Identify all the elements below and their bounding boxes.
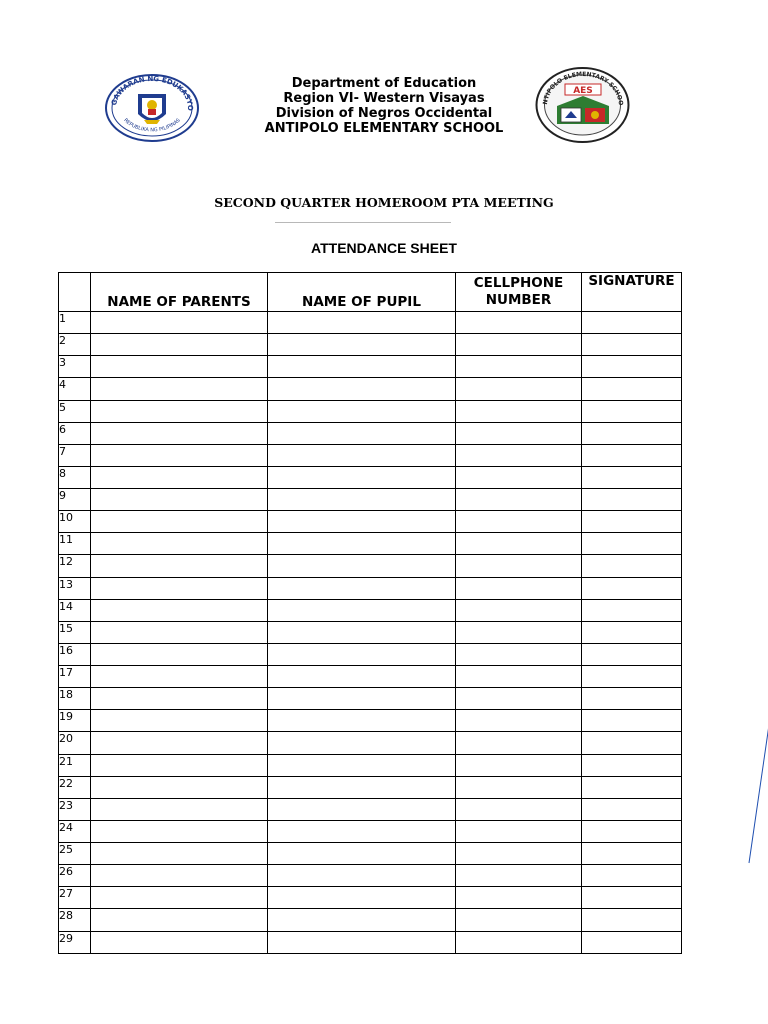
parent-name-cell[interactable] bbox=[91, 820, 268, 842]
cellphone-cell[interactable] bbox=[456, 444, 582, 466]
cellphone-cell[interactable] bbox=[456, 776, 582, 798]
table-row bbox=[59, 754, 682, 776]
parent-name-cell[interactable] bbox=[91, 798, 268, 820]
signature-cell[interactable] bbox=[582, 466, 682, 488]
pupil-name-cell[interactable] bbox=[268, 909, 456, 931]
column-header-signature: SIGNATURE bbox=[582, 273, 682, 312]
row-number: 6 bbox=[59, 422, 91, 444]
parent-name-cell[interactable] bbox=[91, 776, 268, 798]
parent-name-cell[interactable] bbox=[91, 378, 268, 400]
table-header-row bbox=[59, 273, 682, 312]
table-row bbox=[59, 776, 682, 798]
parent-name-cell[interactable] bbox=[91, 356, 268, 378]
parent-name-cell[interactable] bbox=[91, 931, 268, 954]
signature-cell[interactable] bbox=[582, 643, 682, 665]
signature-cell[interactable] bbox=[582, 621, 682, 643]
cellphone-cell[interactable] bbox=[456, 599, 582, 621]
pupil-name-cell[interactable] bbox=[268, 643, 456, 665]
table-row bbox=[59, 887, 682, 909]
signature-cell[interactable] bbox=[582, 710, 682, 732]
column-header-parents: NAME OF PARENTS bbox=[91, 273, 268, 312]
table-row bbox=[59, 820, 682, 842]
table-row bbox=[59, 422, 682, 444]
signature-cell[interactable] bbox=[582, 776, 682, 798]
signature-cell[interactable] bbox=[582, 798, 682, 820]
signature-cell[interactable] bbox=[582, 909, 682, 931]
row-number: 25 bbox=[59, 843, 91, 865]
signature-cell[interactable] bbox=[582, 820, 682, 842]
cellphone-cell[interactable] bbox=[456, 378, 582, 400]
signature-cell[interactable] bbox=[582, 843, 682, 865]
cellphone-cell[interactable] bbox=[456, 356, 582, 378]
pupil-name-cell[interactable] bbox=[268, 533, 456, 555]
cellphone-cell[interactable] bbox=[456, 312, 582, 334]
cellphone-cell[interactable] bbox=[456, 754, 582, 776]
table-row bbox=[59, 710, 682, 732]
cellphone-cell[interactable] bbox=[456, 422, 582, 444]
row-number: 10 bbox=[59, 511, 91, 533]
antipolo-school-logo-icon bbox=[535, 66, 630, 144]
pupil-name-cell[interactable] bbox=[268, 843, 456, 865]
row-number: 15 bbox=[59, 621, 91, 643]
signature-cell[interactable] bbox=[582, 334, 682, 356]
parent-name-cell[interactable] bbox=[91, 444, 268, 466]
cellphone-cell[interactable] bbox=[456, 843, 582, 865]
pupil-name-cell[interactable] bbox=[268, 400, 456, 422]
cellphone-cell[interactable] bbox=[456, 688, 582, 710]
cellphone-cell[interactable] bbox=[456, 621, 582, 643]
sheet-title: ATTENDANCE SHEET bbox=[311, 240, 457, 256]
table-row bbox=[59, 621, 682, 643]
table-row bbox=[59, 400, 682, 422]
cellphone-cell[interactable] bbox=[456, 732, 582, 754]
attendance-table bbox=[58, 272, 682, 954]
pupil-name-cell[interactable] bbox=[268, 356, 456, 378]
cellphone-cell[interactable] bbox=[456, 577, 582, 599]
table-row bbox=[59, 577, 682, 599]
row-number: 5 bbox=[59, 400, 91, 422]
signature-cell[interactable] bbox=[582, 754, 682, 776]
table-row bbox=[59, 489, 682, 511]
cellphone-cell[interactable] bbox=[456, 820, 582, 842]
signature-cell[interactable] bbox=[582, 865, 682, 887]
table-row bbox=[59, 643, 682, 665]
pupil-name-cell[interactable] bbox=[268, 688, 456, 710]
parent-name-cell[interactable] bbox=[91, 732, 268, 754]
parent-name-cell[interactable] bbox=[91, 643, 268, 665]
signature-cell[interactable] bbox=[582, 312, 682, 334]
division-name: Division of Negros Occidental bbox=[275, 106, 493, 121]
pupil-name-cell[interactable] bbox=[268, 378, 456, 400]
row-number: 20 bbox=[59, 732, 91, 754]
signature-cell[interactable] bbox=[582, 378, 682, 400]
column-header-cellphone: CELLPHONE NUMBER bbox=[456, 273, 582, 312]
parent-name-cell[interactable] bbox=[91, 621, 268, 643]
cellphone-cell[interactable] bbox=[456, 489, 582, 511]
table-row bbox=[59, 533, 682, 555]
parent-name-cell[interactable] bbox=[91, 422, 268, 444]
parent-name-cell[interactable] bbox=[91, 599, 268, 621]
cellphone-cell[interactable] bbox=[456, 511, 582, 533]
seal-left-top-text: GAWARAN NG EDUKASYO bbox=[110, 74, 195, 111]
row-number: 22 bbox=[59, 776, 91, 798]
parent-name-cell[interactable] bbox=[91, 466, 268, 488]
pupil-name-cell[interactable] bbox=[268, 577, 456, 599]
pupil-name-cell[interactable] bbox=[268, 422, 456, 444]
row-number: 23 bbox=[59, 798, 91, 820]
pupil-name-cell[interactable] bbox=[268, 599, 456, 621]
seal-left-bottom-text: REPUBLIKA NG PILIPINAS bbox=[122, 117, 182, 134]
pupil-name-cell[interactable] bbox=[268, 312, 456, 334]
parent-name-cell[interactable] bbox=[91, 334, 268, 356]
row-number: 17 bbox=[59, 666, 91, 688]
parent-name-cell[interactable] bbox=[91, 666, 268, 688]
parent-name-cell[interactable] bbox=[91, 710, 268, 732]
table-row bbox=[59, 843, 682, 865]
table-row bbox=[59, 356, 682, 378]
pupil-name-cell[interactable] bbox=[268, 444, 456, 466]
table-row bbox=[59, 688, 682, 710]
signature-cell[interactable] bbox=[582, 555, 682, 577]
parent-name-cell[interactable] bbox=[91, 533, 268, 555]
row-number: 9 bbox=[59, 489, 91, 511]
parent-name-cell[interactable] bbox=[91, 489, 268, 511]
cellphone-cell[interactable] bbox=[456, 798, 582, 820]
row-number: 28 bbox=[59, 909, 91, 931]
parent-name-cell[interactable] bbox=[91, 577, 268, 599]
column-header-number bbox=[59, 273, 91, 312]
parent-name-cell[interactable] bbox=[91, 555, 268, 577]
pupil-name-cell[interactable] bbox=[268, 466, 456, 488]
signature-cell[interactable] bbox=[582, 599, 682, 621]
cellphone-cell[interactable] bbox=[456, 555, 582, 577]
cellphone-cell[interactable] bbox=[456, 710, 582, 732]
pupil-name-cell[interactable] bbox=[268, 666, 456, 688]
pupil-name-cell[interactable] bbox=[268, 798, 456, 820]
table-row bbox=[59, 666, 682, 688]
signature-cell[interactable] bbox=[582, 489, 682, 511]
parent-name-cell[interactable] bbox=[91, 312, 268, 334]
region-name: Region VI- Western Visayas bbox=[283, 91, 485, 106]
seal-right-initials: AES bbox=[573, 86, 593, 96]
parent-name-cell[interactable] bbox=[91, 887, 268, 909]
parent-name-cell[interactable] bbox=[91, 843, 268, 865]
row-number: 1 bbox=[59, 312, 91, 334]
table-row bbox=[59, 865, 682, 887]
row-number: 2 bbox=[59, 334, 91, 356]
letterhead bbox=[250, 76, 518, 136]
row-number: 27 bbox=[59, 887, 91, 909]
seal-right-top-text: NTIPOLO ELEMENTARY SCHOO bbox=[541, 70, 625, 106]
signature-cell[interactable] bbox=[582, 422, 682, 444]
department-name: Department of Education bbox=[291, 76, 477, 91]
cellphone-cell[interactable] bbox=[456, 666, 582, 688]
cellphone-cell[interactable] bbox=[456, 400, 582, 422]
row-number: 24 bbox=[59, 820, 91, 842]
signature-cell[interactable] bbox=[582, 511, 682, 533]
cellphone-cell[interactable] bbox=[456, 909, 582, 931]
pupil-name-cell[interactable] bbox=[268, 732, 456, 754]
pupil-name-cell[interactable] bbox=[268, 820, 456, 842]
pupil-name-cell[interactable] bbox=[268, 887, 456, 909]
pupil-name-cell[interactable] bbox=[268, 931, 456, 954]
table-row bbox=[59, 931, 682, 954]
row-number: 3 bbox=[59, 356, 91, 378]
row-number: 8 bbox=[59, 466, 91, 488]
row-number: 14 bbox=[59, 599, 91, 621]
pupil-name-cell[interactable] bbox=[268, 754, 456, 776]
signature-cell[interactable] bbox=[582, 931, 682, 954]
signature-cell[interactable] bbox=[582, 356, 682, 378]
parent-name-cell[interactable] bbox=[91, 909, 268, 931]
deped-seal-icon bbox=[104, 74, 200, 142]
parent-name-cell[interactable] bbox=[91, 511, 268, 533]
signature-cell[interactable] bbox=[582, 887, 682, 909]
signature-cell[interactable] bbox=[582, 444, 682, 466]
parent-name-cell[interactable] bbox=[91, 688, 268, 710]
row-number: 13 bbox=[59, 577, 91, 599]
table-row bbox=[59, 732, 682, 754]
table-row bbox=[59, 378, 682, 400]
column-header-pupil: NAME OF PUPIL bbox=[268, 273, 456, 312]
cellphone-cell[interactable] bbox=[456, 643, 582, 665]
table-row bbox=[59, 599, 682, 621]
table-row bbox=[59, 511, 682, 533]
signature-cell[interactable] bbox=[582, 666, 682, 688]
meeting-title: SECOND QUARTER HOMEROOM PTA MEETING bbox=[214, 195, 554, 210]
row-number: 11 bbox=[59, 533, 91, 555]
parent-name-cell[interactable] bbox=[91, 865, 268, 887]
table-row bbox=[59, 466, 682, 488]
pupil-name-cell[interactable] bbox=[268, 555, 456, 577]
cellphone-cell[interactable] bbox=[456, 887, 582, 909]
signature-cell[interactable] bbox=[582, 400, 682, 422]
parent-name-cell[interactable] bbox=[91, 400, 268, 422]
title-underline bbox=[275, 222, 451, 223]
school-name: ANTIPOLO ELEMENTARY SCHOOL bbox=[264, 121, 504, 136]
signature-cell[interactable] bbox=[582, 732, 682, 754]
cellphone-cell[interactable] bbox=[456, 533, 582, 555]
signature-cell[interactable] bbox=[582, 533, 682, 555]
signature-cell[interactable] bbox=[582, 577, 682, 599]
row-number: 21 bbox=[59, 754, 91, 776]
pupil-name-cell[interactable] bbox=[268, 865, 456, 887]
pupil-name-cell[interactable] bbox=[268, 710, 456, 732]
signature-cell[interactable] bbox=[582, 688, 682, 710]
cellphone-cell[interactable] bbox=[456, 334, 582, 356]
row-number: 7 bbox=[59, 444, 91, 466]
table-row bbox=[59, 555, 682, 577]
pupil-name-cell[interactable] bbox=[268, 776, 456, 798]
table-row bbox=[59, 798, 682, 820]
pupil-name-cell[interactable] bbox=[268, 621, 456, 643]
row-number: 26 bbox=[59, 865, 91, 887]
pupil-name-cell[interactable] bbox=[268, 489, 456, 511]
table-row bbox=[59, 334, 682, 356]
row-number: 12 bbox=[59, 555, 91, 577]
cellphone-cell[interactable] bbox=[456, 931, 582, 954]
parent-name-cell[interactable] bbox=[91, 754, 268, 776]
table-row bbox=[59, 909, 682, 931]
row-number: 16 bbox=[59, 643, 91, 665]
row-number: 19 bbox=[59, 710, 91, 732]
table-row bbox=[59, 444, 682, 466]
cellphone-cell[interactable] bbox=[456, 865, 582, 887]
pupil-name-cell[interactable] bbox=[268, 334, 456, 356]
table-row bbox=[59, 312, 682, 334]
row-number: 18 bbox=[59, 688, 91, 710]
row-number: 29 bbox=[59, 931, 91, 954]
cellphone-cell[interactable] bbox=[456, 466, 582, 488]
pupil-name-cell[interactable] bbox=[268, 511, 456, 533]
edge-line-mark bbox=[740, 720, 768, 870]
row-number: 4 bbox=[59, 378, 91, 400]
